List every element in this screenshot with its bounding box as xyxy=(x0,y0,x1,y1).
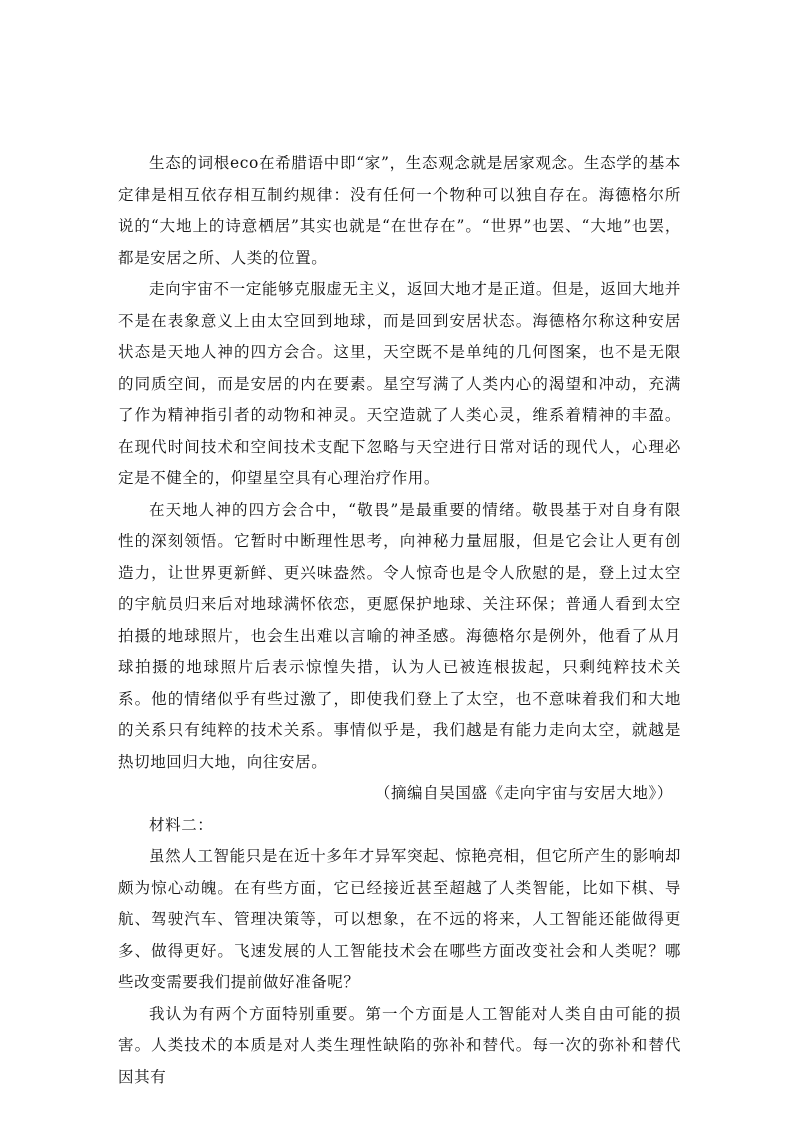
material-two-heading: 材料二： xyxy=(149,815,214,834)
paragraph-ai-freedom: 我认为有两个方面特别重要。第一个方面是人工智能对人类自由可能的损害。人类技术的本质是对人类生理性缺陷的弥补和替代。每一次的弥补和替代因其有 xyxy=(118,1004,681,1086)
paragraph-awe: 在天地人神的四方会合中，“敬畏”是最重要的情绪。敬畏基于对自身有限性的深刻领悟。它暂时中断理性思考，向神秘力量屈服，但是它会让人更有创造力，让世界更新鲜、更兴味盎然。令人惊奇也是令人欣慰的是，登上过太空的宇航员归来后对地球满怀依恋，更愿保护地球、关注环保；普通人看到太空拍摄的地球照片，也会生出难以言喻的神圣感。海德格尔是例外，他看了从月球拍摄的地球照片后表示惊惶失措，认为人已被连根拔起，只剩纯粹技术关系。他的情绪似乎有些过激了，即使我们登上了太空，也不意味着我们和大地的关系只有纯粹的技术关系。事情似乎是，我们越是有能力走向太空，就越是热切地回归大地，向往安居。 xyxy=(118,500,681,771)
paragraph-ai-intro: 虽然人工智能只是在近十多年才异军突起、惊艳亮相，但它所产生的影响却颇为惊心动魄。在有些方面，它已经接近甚至超越了人类智能，比如下棋、导航、驾驶汽车、管理决策等，可以想象，在不远的将来，人工智能还能做得更多、做得更好。飞速发展的人工智能技术会在哪些方面改变社会和人类呢？哪些改变需要我们提前做好准备呢？ xyxy=(118,847,681,991)
document-page xyxy=(118,148,681,1093)
paragraph-ecology-home: 生态的词根eco在希腊语中即“家”，生态观念就是居家观念。生态学的基本定律是相互依存相互制约规律：没有任何一个物种可以独自存在。海德格尔所说的“大地上的诗意栖居”其实也就是“在世存在”。“世界”也罢、“大地”也罢，都是安居之所、人类的位置。 xyxy=(118,154,681,267)
paragraph-return-to-earth: 走向宇宙不一定能够克服虚无主义，返回大地才是正道。但是，返回大地并不是在表象意义上由太空回到地球，而是回到安居状态。海德格尔称这种安居状态是天地人神的四方会合。这里，天空既不是单纯的几何图案，也不是无限的同质空间，而是安居的内在要素。星空写满了人类内心的渴望和冲动，充满了作为精神指引者的动物和神灵。天空造就了人类心灵，维系着精神的丰盈。在现代时间技术和空间技术支配下忽略与天空进行日常对话的现代人，心理必定是不健全的，仰望星空具有心理治疗作用。 xyxy=(118,280,681,487)
source-citation: （摘编自吴国盛《走向宇宙与安居大地》） xyxy=(374,784,673,802)
